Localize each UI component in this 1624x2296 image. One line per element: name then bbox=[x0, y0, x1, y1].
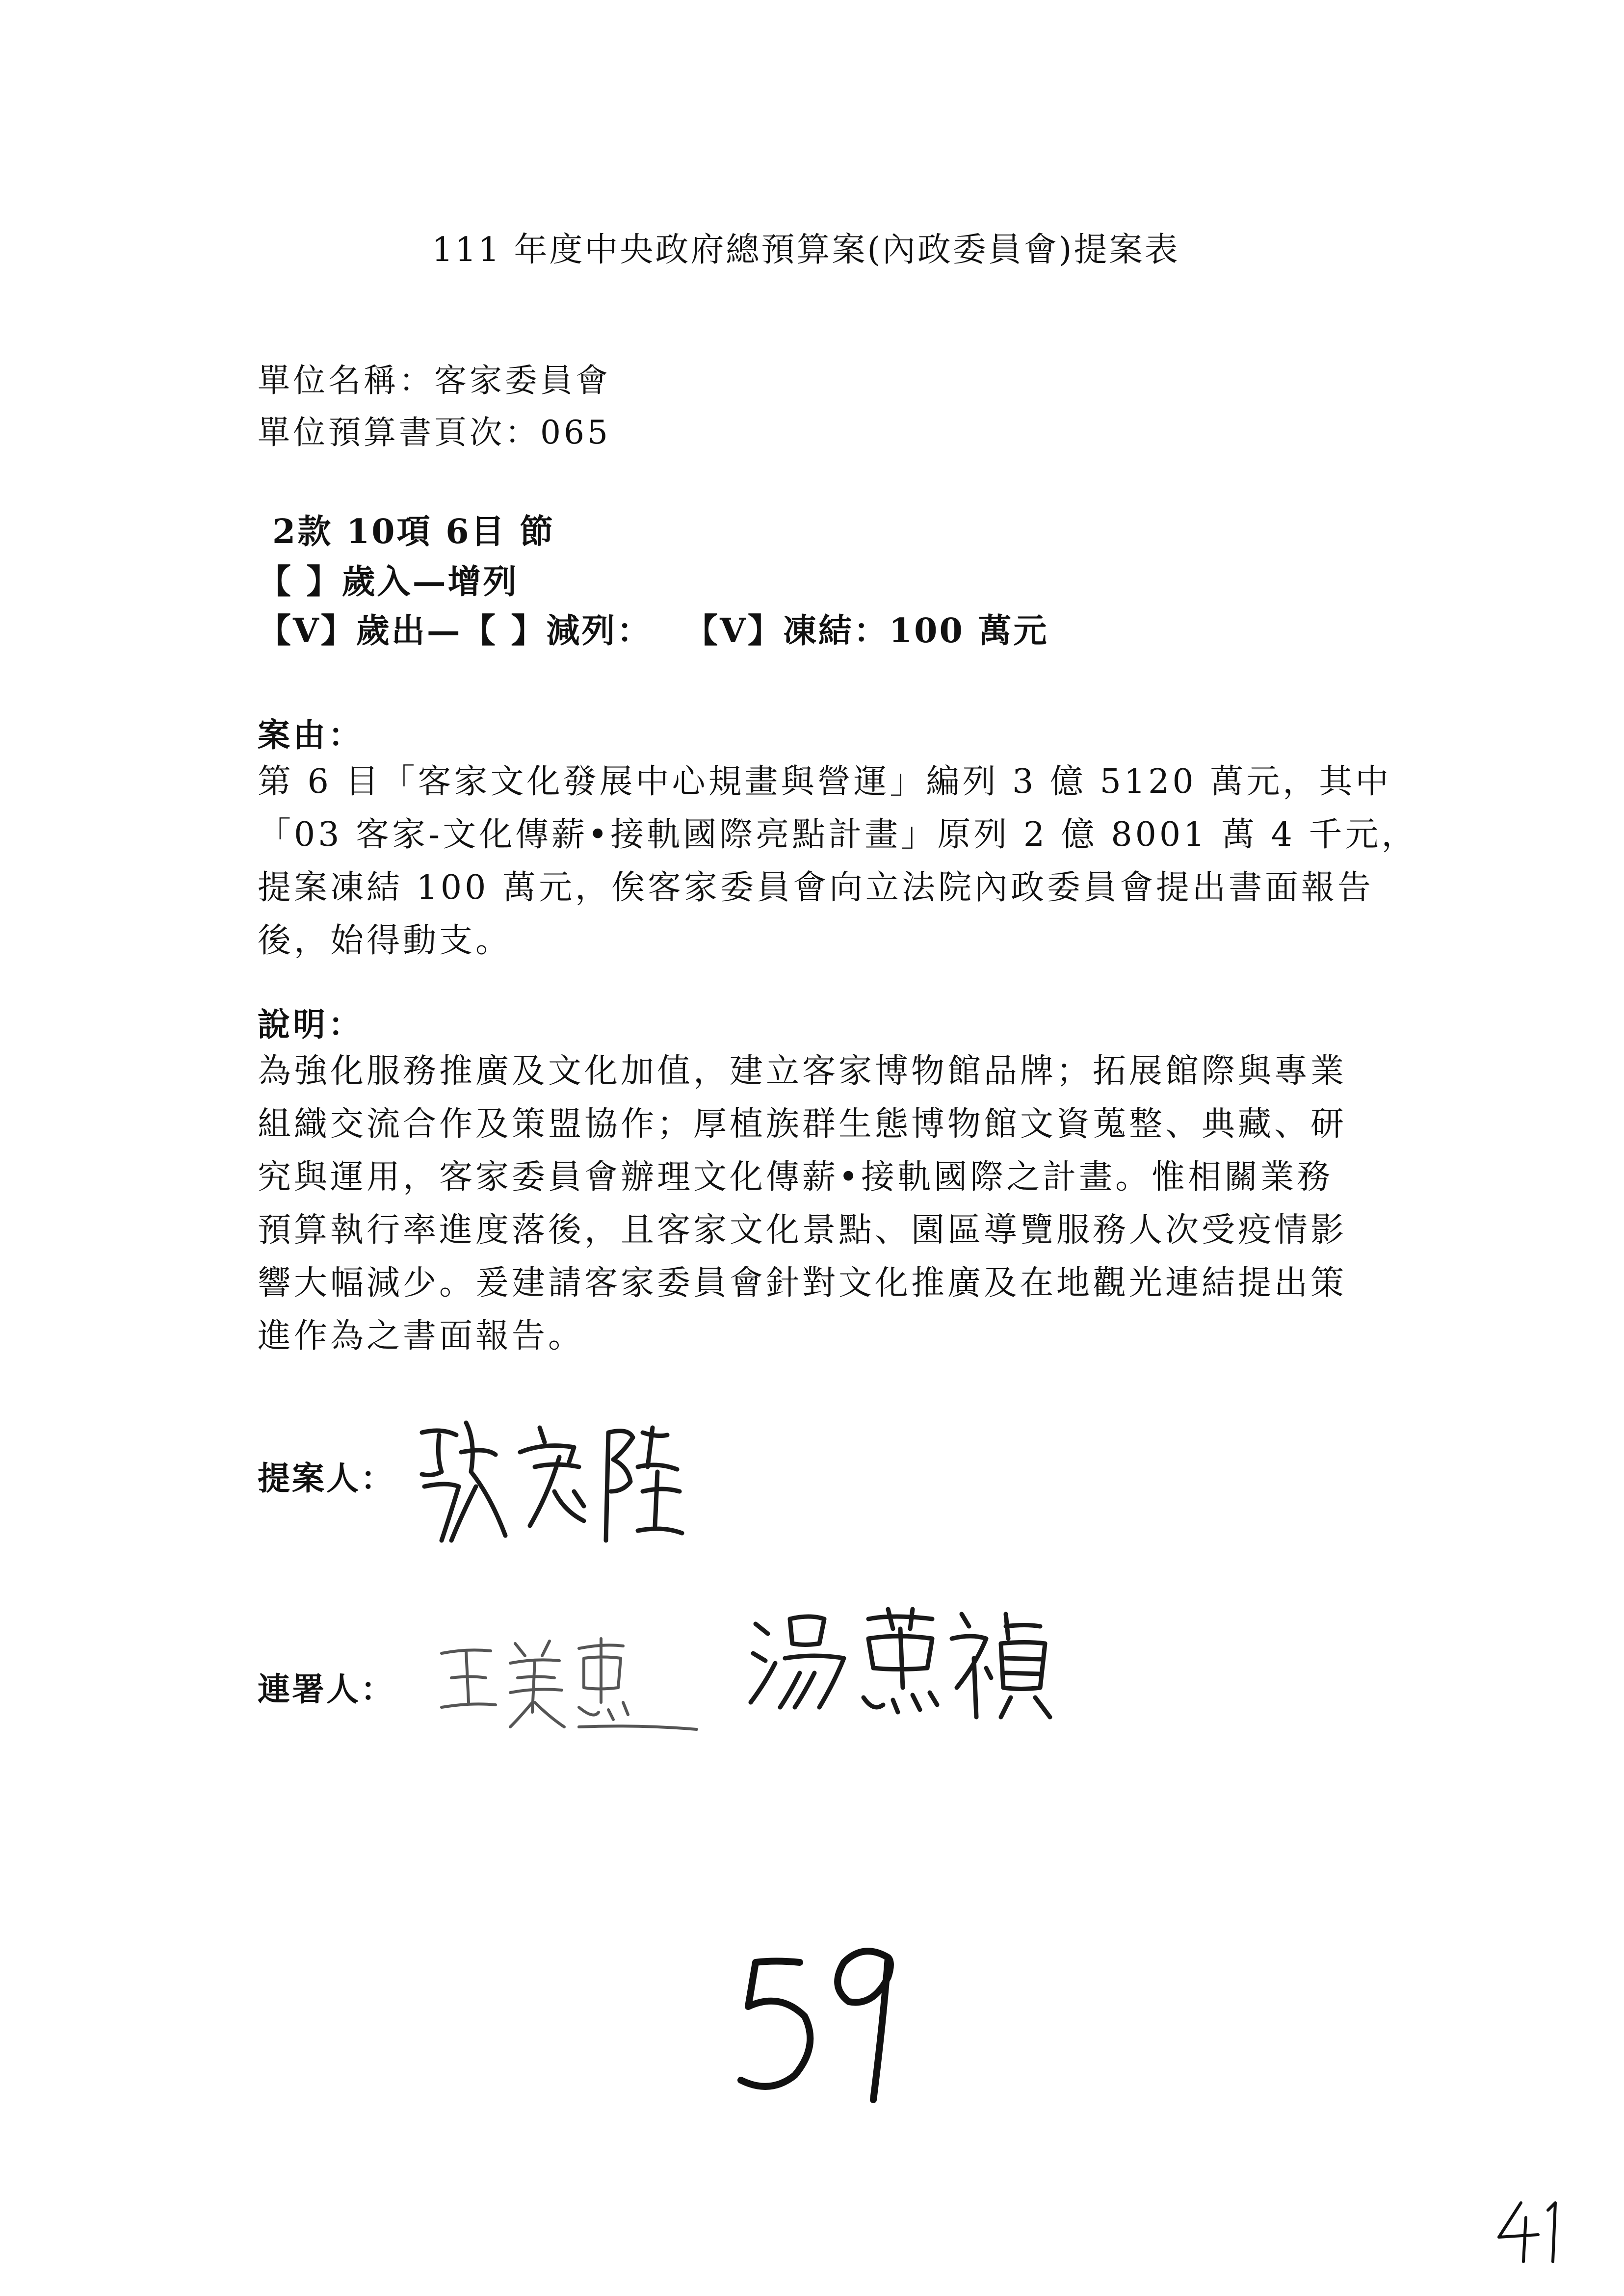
description-line: 預算執行率進度落後，且客家文化景點、園區導覽服務人次受疫情影 bbox=[258, 1211, 1347, 1250]
description-line: 為強化服務推廣及文化加值，建立客家博物館品牌；拓展館際與專業 bbox=[258, 1052, 1347, 1091]
revenue-option-line: 【 】歲入—增列 bbox=[258, 562, 519, 601]
page-title: 111 年度中央政府總預算案(內政委員會)提案表 bbox=[432, 231, 1180, 269]
reason-line: 第 6 目「客家文化發展中心規畫與營運」編列 3 億 5120 萬元，其中 bbox=[258, 762, 1392, 801]
budget-page-number: 單位預算書頁次：065 bbox=[258, 414, 611, 451]
description-line: 響大幅減少。爰建請客家委員會針對文化推廣及在地觀光連結提出策 bbox=[258, 1264, 1347, 1303]
proposer-label: 提案人： bbox=[258, 1459, 395, 1497]
reason-line: 提案凍結 100 萬元，俟客家委員會向立法院內政委員會提出書面報告 bbox=[258, 868, 1374, 907]
reason-line: 後，始得動支。 bbox=[258, 921, 512, 960]
proposer-signature bbox=[412, 1413, 687, 1560]
cosigner-signature bbox=[746, 1599, 1060, 1727]
budget-section-line: 2款 10項 6目 節 bbox=[272, 512, 555, 551]
reason-body bbox=[258, 756, 1418, 967]
unit-name: 單位名稱：客家委員會 bbox=[258, 362, 611, 399]
description-line: 進作為之書面報告。 bbox=[258, 1317, 585, 1356]
description-body bbox=[258, 1045, 1415, 1363]
description-line: 究與運用，客家委員會辦理文化傳薪•接軌國際之計畫。惟相關業務 bbox=[258, 1158, 1334, 1197]
cosigner-label: 連署人： bbox=[258, 1670, 395, 1708]
handwritten-number bbox=[726, 1933, 913, 2110]
reason-heading: 案由： bbox=[258, 716, 364, 754]
page-number bbox=[1492, 2198, 1565, 2267]
cosigner-signature bbox=[432, 1629, 707, 1737]
expenditure-option-line: 【V】歲出—【 】減列： 【V】凍結：100 萬元 bbox=[258, 611, 1049, 651]
reason-line: 「03 客家-文化傳薪•接軌國際亮點計畫」原列 2 億 8001 萬 4 千元， bbox=[258, 815, 1418, 854]
description-line: 組織交流合作及策盟協作；厚植族群生態博物館文資蒐整、典藏、研 bbox=[258, 1105, 1347, 1144]
description-heading: 說明： bbox=[258, 1005, 364, 1044]
